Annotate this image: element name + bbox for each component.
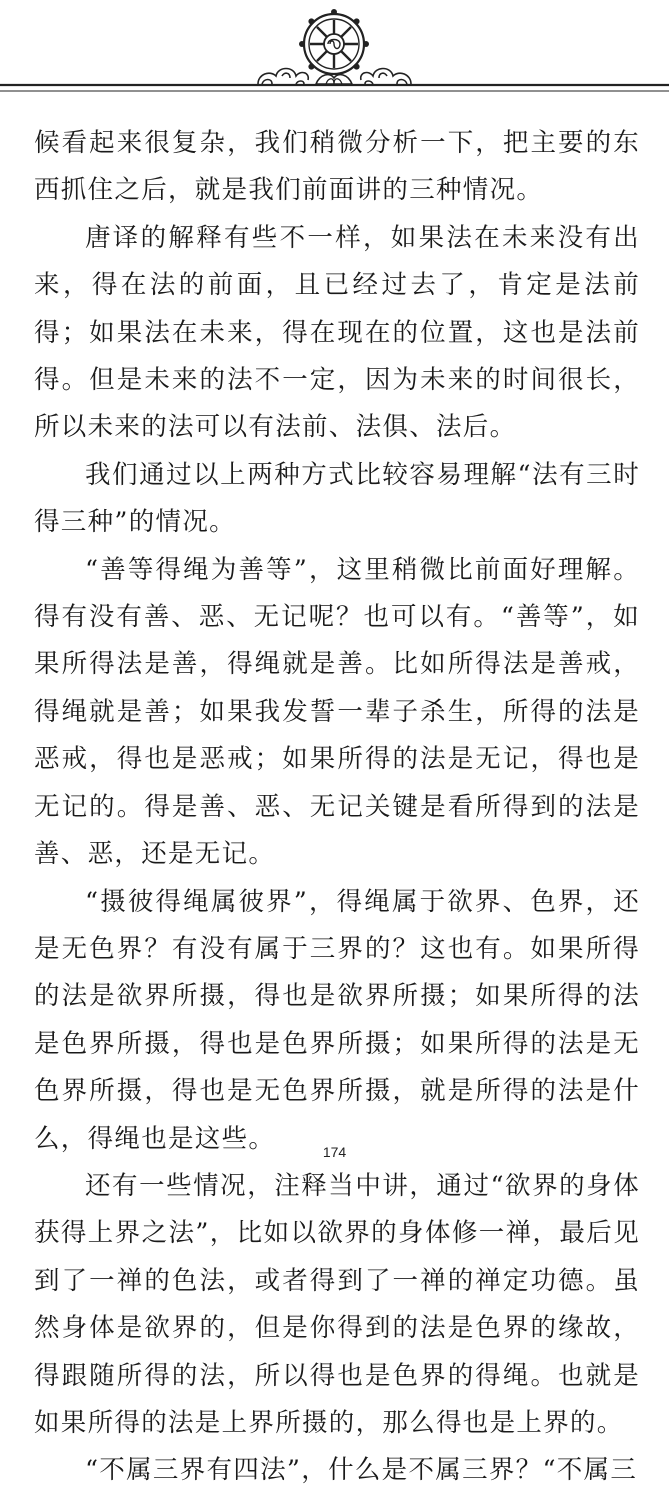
paragraph-7: “不属三界有四法”，什么是不属三界？“不属三 [85,1455,638,1486]
paragraph-4: “善等得绳为善等”，这里稍微比前面好理解。得有没有善、恶、无记呢？也可以有。“善等”，如果所得法是善，得绳就是善。比如所得法是善戒，得绳就是善；如果我发誓一辈子杀生，所得的法是恶戒，得也是恶戒；如果所得的法是无记，得也是无记的。得是善、恶、无记关键是看所得到的法是善、恶，还是无记。 [34,554,640,870]
paragraph-2: 唐译的解释有些不一样，如果法在未来没有出来，得在法的前面，且已经过去了，肯定是法前得；如果法在未来，得在现在的位置，这也是法前得。但是未来的法不一定，因为未来的时间很长，所以未来的法可以有法前、法俱、法后。 [34,222,640,443]
paragraph-1: 候看起来很复杂，我们稍微分析一下，把主要的东西抓住之后，就是我们前面讲的三种情况。 [34,128,640,206]
page-number: 174 [322,1144,347,1160]
page-header [0,0,669,100]
body-text [34,120,640,1495]
cloud-ornament-left-icon [258,69,308,85]
paragraph-5: “摄彼得绳属彼界”，得绳属于欲界、色界，还是无色界？有没有属于三界的？这也有。如果所得的法是欲界所摄，得也是欲界所摄；如果所得的法是色界所摄，得也是色界所摄；如果所得的法是无色界所摄，得也是无色界所摄，就是所得的法是什么，得绳也是这些。 [34,886,640,1154]
paragraph-6: 还有一些情况，注释当中讲，通过“欲界的身体获得上界之法”，比如以欲界的身体修一禅，最后见到了一禅的色法，或者得到了一禅的禅定功德。虽然身体是欲界的，但是你得到的法是色界的缘故，得跟随所得的法，所以得也是色界的得绳。也就是如果所得的法是上界所摄的，那么得也是上界的。 [34,1170,640,1438]
cloud-ornament-right-icon [361,69,411,85]
paragraph-3: 我们通过以上两种方式比较容易理解“法有三时得三种”的情况。 [34,459,640,538]
header-ornament [0,0,669,100]
dharma-wheel-icon [299,9,369,84]
